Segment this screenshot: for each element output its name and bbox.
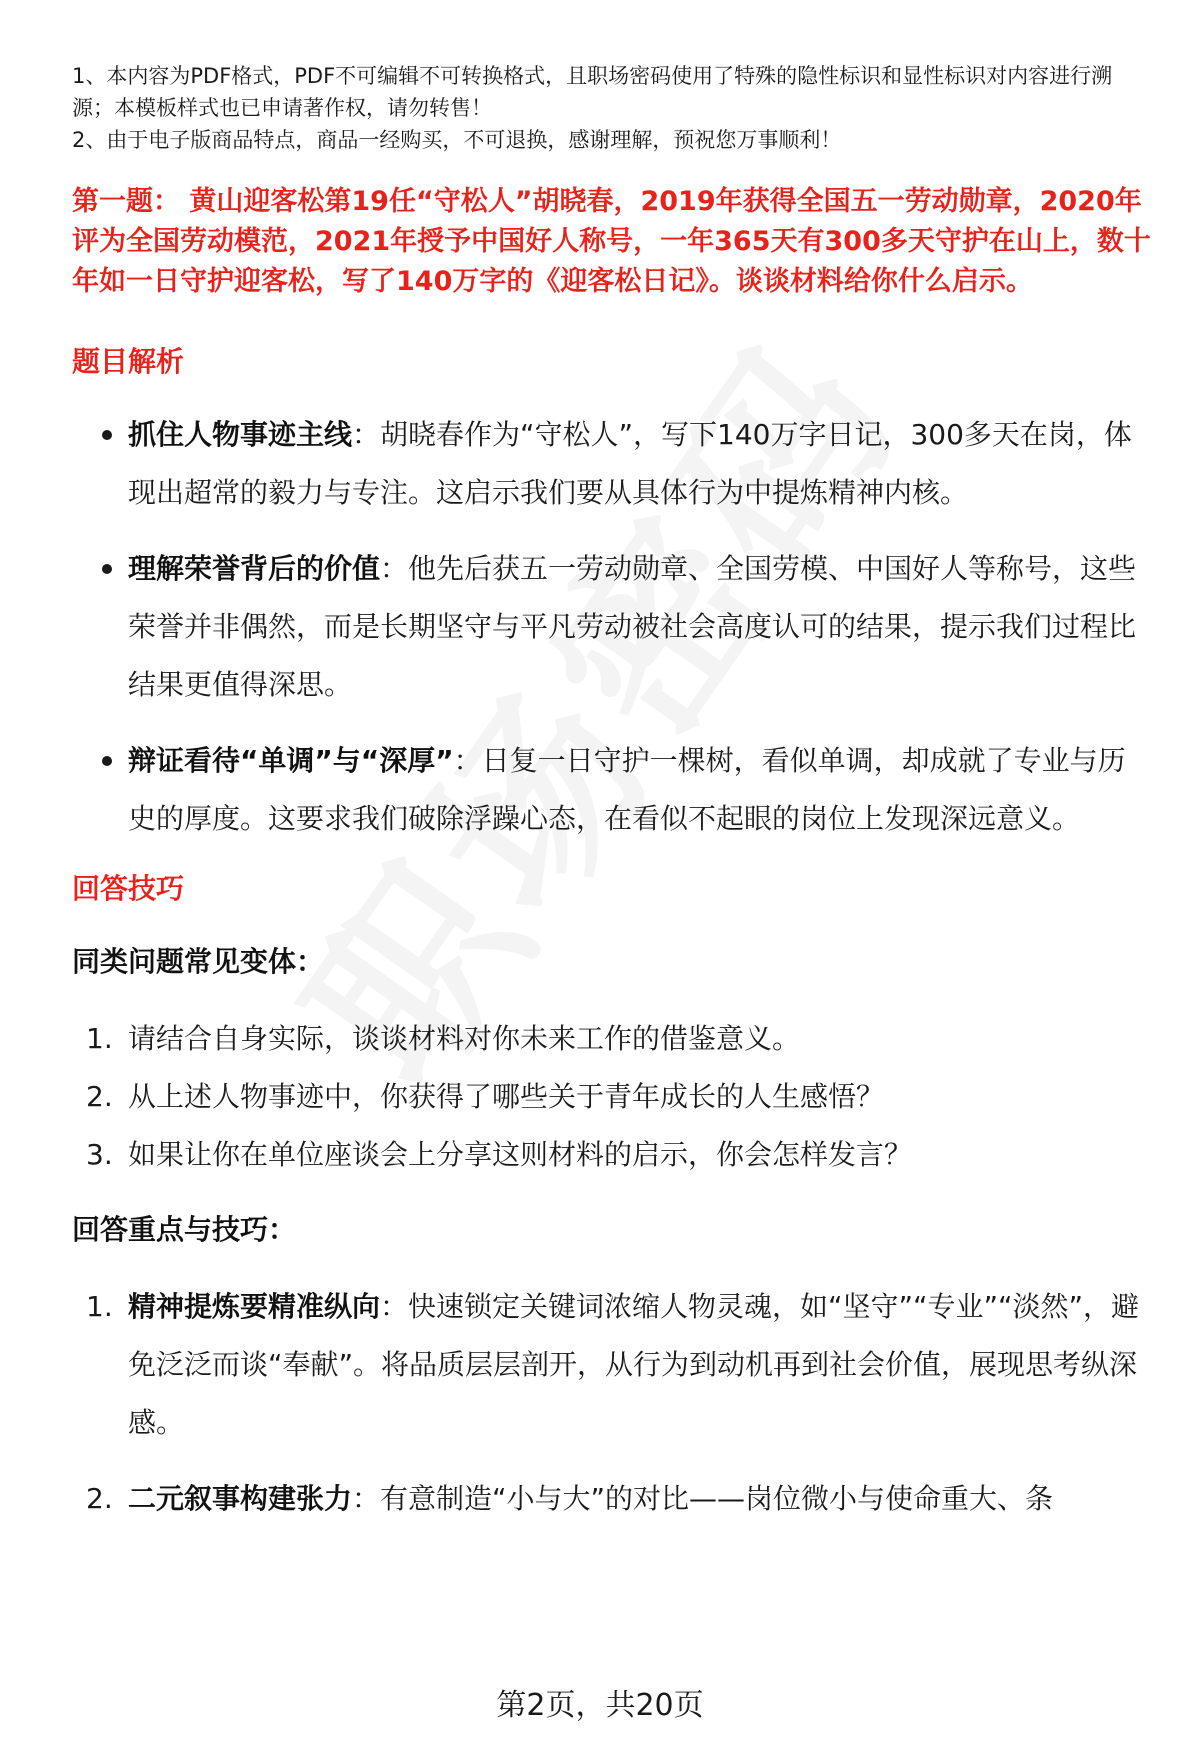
question-body: 黄山迎客松第19任“守松人”胡晓春，2019年获得全国五一劳动勋章，2020年评为全国劳动模范，2021年授予中国好人称号，一年365天有300多天守护在山上，数十年如一日守护迎客松，写了140万字的《迎客松日记》。谈谈材料给你什么启示。 — [72, 186, 1151, 297]
page-footer: 第2页，共20页 — [496, 1688, 704, 1723]
item-body: ：胡晓春作为“守松人”，写下140万字日记，300多天在岗，体现出超常的毅力与专注。这启示我们要从具体行为中提炼精神内核。 — [128, 418, 1132, 509]
tips-heading: 回答技巧 — [72, 872, 185, 905]
list-item — [72, 406, 1152, 522]
item-number: 1. — [86, 1290, 113, 1323]
item-number: 2. — [86, 1482, 113, 1515]
item-text: 请结合自身实际，谈谈材料对你未来工作的借鉴意义。 — [128, 1022, 801, 1055]
notice-line-1: 1、本内容为PDF格式，PDF不可编辑不可转换格式，且职场密码使用了特殊的隐性标识和显性标识对内容进行溯源；本模板样式也已申请著作权，请勿转售！ — [72, 64, 1113, 120]
question-text — [72, 182, 1152, 302]
item-text: 从上述人物事迹中，你获得了哪些关于青年成长的人生感悟？ — [128, 1080, 885, 1113]
list-item — [72, 1126, 1152, 1184]
variants-heading: 同类问题常见变体： — [72, 945, 325, 978]
question-label: 第一题： — [72, 186, 180, 217]
list-item — [72, 1010, 1152, 1068]
item-body: ：他先后获五一劳动勋章、全国劳模、中国好人等称号，这些荣誉并非偶然，而是长期坚守与平凡劳动被社会高度认可的结果，提示我们过程比结果更值得深思。 — [128, 552, 1137, 701]
notice-block — [72, 60, 1152, 156]
item-number: 2. — [86, 1080, 113, 1113]
analysis-list — [72, 406, 1152, 848]
list-item — [72, 1068, 1152, 1126]
keys-list — [72, 1278, 1152, 1528]
analysis-heading: 题目解析 — [72, 345, 185, 378]
list-item — [72, 1278, 1152, 1452]
item-title: 抓住人物事迹主线 — [128, 418, 353, 451]
item-number: 3. — [86, 1138, 113, 1171]
item-title: 理解荣誉背后的价值 — [128, 552, 381, 585]
item-text: 如果让你在单位座谈会上分享这则材料的启示，你会怎样发言？ — [128, 1138, 913, 1171]
list-item — [72, 732, 1152, 848]
list-item — [72, 1470, 1152, 1528]
item-title: 辩证看待“单调”与“深厚” — [128, 744, 454, 777]
variants-list — [72, 1010, 1152, 1184]
item-body: ：日复一日守护一棵树，看似单调，却成就了专业与历史的厚度。这要求我们破除浮躁心态，在看似不起眼的岗位上发现深远意义。 — [128, 744, 1126, 835]
keys-heading: 回答重点与技巧： — [72, 1213, 297, 1246]
item-title: 二元叙事构建张力 — [128, 1482, 353, 1515]
item-body: ：有意制造“小与大”的对比——岗位微小与使命重大、条 — [352, 1482, 1054, 1515]
item-number: 1. — [86, 1022, 113, 1055]
list-item — [72, 540, 1152, 714]
notice-line-2: 2、由于电子版商品特点，商品一经购买，不可退换，感谢理解，预祝您万事顺利！ — [72, 128, 842, 152]
item-body: ：快速锁定关键词浓缩人物灵魂，如“坚守”“专业”“淡然”，避免泛泛而谈“奉献”。将品质层层剖开，从行为到动机再到社会价值，展现思考纵深感。 — [128, 1290, 1140, 1439]
item-title: 精神提炼要精准纵向 — [128, 1290, 381, 1323]
